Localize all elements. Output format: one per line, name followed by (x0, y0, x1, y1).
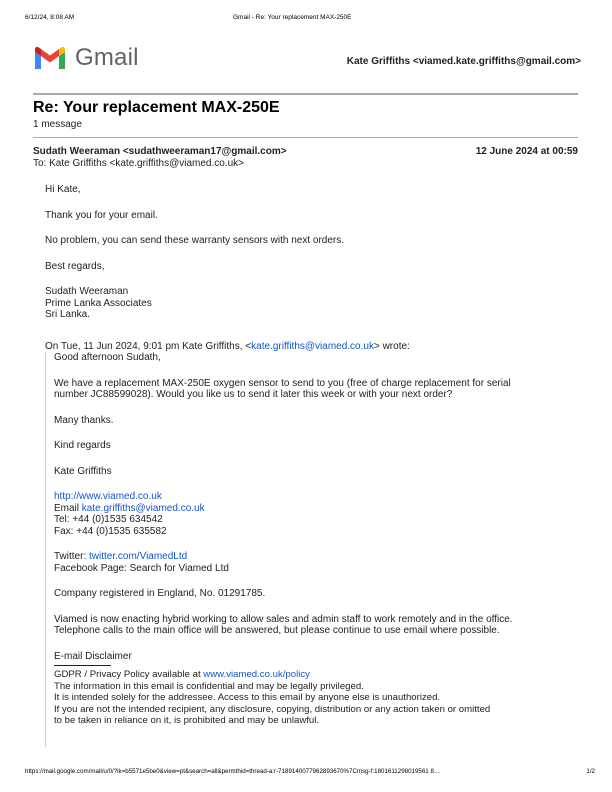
twitter-label: Twitter: (54, 551, 90, 562)
quoted-regards: Kind regards (54, 440, 111, 451)
facebook-text: Facebook Page: Search for Viamed Ltd (54, 562, 229, 574)
email-link[interactable]: kate.griffiths@viamed.co.uk (81, 502, 205, 514)
company-registration: Company registered in England, No. 01291785. (54, 588, 266, 599)
quote-attribution-text: On Tue, 11 Jun 2024, 9:01 pm Kate Griffiths, < (45, 341, 252, 352)
disclaimer-rule (54, 665, 111, 666)
quote-attribution (45, 341, 410, 352)
disclaimer-line: The information in this email is confidential and may be legally privileged. (54, 680, 364, 692)
email-label: Email (54, 502, 82, 514)
closing: Best regards, (45, 260, 105, 272)
print-url: https://mail.google.com/mail/u/0/?ik=b5571e5be0&view=pt&search=all&permthid=thread-a:r-7189140077962893670%7Cmsg-f:1801611298019561 8… (25, 768, 441, 775)
gmail-header (33, 45, 581, 75)
signature (45, 286, 585, 321)
contact-block (54, 491, 594, 537)
quoted-paragraph (54, 378, 594, 401)
to-address: Kate Griffiths <kate.griffiths@viamed.co.uk> (49, 158, 244, 169)
sender-name: Sudath Weeraman (33, 146, 121, 157)
quote-sender-email-link[interactable]: kate.griffiths@viamed.co.uk (251, 341, 374, 352)
quoted-message (54, 352, 594, 727)
signature-country: Sri Lanka. (45, 309, 91, 320)
quoted-line: We have a replacement MAX-250E oxygen sensor to send to you (free of charge replacement for serial (54, 377, 511, 389)
page-number: 1/2 (586, 768, 595, 775)
body-paragraph: Thank you for your email. (45, 209, 158, 221)
quote-bar (45, 352, 46, 747)
gmail-logo[interactable] (33, 45, 139, 71)
body-paragraph: No problem, you can send these warranty sensors with next orders. (45, 235, 345, 246)
print-datetime: 6/12/24, 8:08 AM (25, 14, 75, 21)
header-divider (33, 93, 578, 95)
print-page-title: Gmail - Re: Your replacement MAX-250E (233, 14, 352, 21)
quoted-greeting: Good afternoon Sudath, (54, 352, 161, 363)
quote-attribution-suffix: > wrote: (373, 341, 410, 352)
subject-divider (33, 137, 578, 138)
quoted-thanks: Many thanks. (54, 414, 114, 426)
message-date: 12 June 2024 at 00:59 (475, 146, 578, 157)
message-count: 1 message (33, 119, 82, 130)
account-identity: Kate Griffiths <viamed.kate.griffiths@gmail.com> (346, 56, 581, 67)
disclaimer-title: E-mail Disclaimer (54, 650, 132, 662)
twitter-link[interactable]: twitter.com/ViamedLtd (89, 551, 188, 562)
policy-link[interactable]: www.viamed.co.uk/policy (203, 669, 310, 680)
disclaimer-line: to be taken in reliance on it, is prohibited and may be unlawful. (54, 715, 320, 726)
disclaimer-block (54, 669, 594, 727)
hybrid-notice (54, 614, 594, 637)
message-body (45, 184, 585, 335)
quoted-name: Kate Griffiths (54, 465, 112, 477)
message-recipient (33, 158, 244, 169)
sender-email: <sudathweeraman17@gmail.com> (122, 146, 287, 157)
message-sender (33, 146, 287, 157)
signature-name: Sudath Weeraman (45, 286, 129, 297)
signature-company: Prime Lanka Associates (45, 297, 152, 309)
greeting: Hi Kate, (45, 184, 81, 195)
gmail-m-icon (33, 45, 67, 71)
to-label: To: (33, 158, 47, 169)
fax: Fax: +44 (0)1535 635582 (54, 525, 167, 537)
disclaimer-line: It is intended solely for the addressee. Access to this email by anyone else is unauthorized. (54, 692, 441, 703)
social-block (54, 551, 594, 574)
thread-subject: Re: Your replacement MAX-250E (33, 99, 280, 116)
gmail-wordmark: Gmail (75, 44, 139, 71)
telephone: Tel: +44 (0)1535 634542 (54, 514, 163, 525)
disclaimer-line: If you are not the intended recipient, any disclosure, copying, distribution or any action taken or omitted (54, 703, 491, 715)
print-header (0, 14, 612, 24)
hybrid-line: Viamed is now enacting hybrid working to allow sales and admin staff to work remotely and in the office. (54, 613, 513, 625)
quoted-line: number JC88599028). Would you like us to send it later this week or with your next order? (54, 389, 453, 400)
website-link[interactable]: http://www.viamed.co.uk (54, 491, 162, 502)
hybrid-line: Telephone calls to the main office will be answered, but please continue to use email where possible. (54, 625, 500, 636)
gdpr-text: GDPR / Privacy Policy available at (54, 669, 204, 680)
